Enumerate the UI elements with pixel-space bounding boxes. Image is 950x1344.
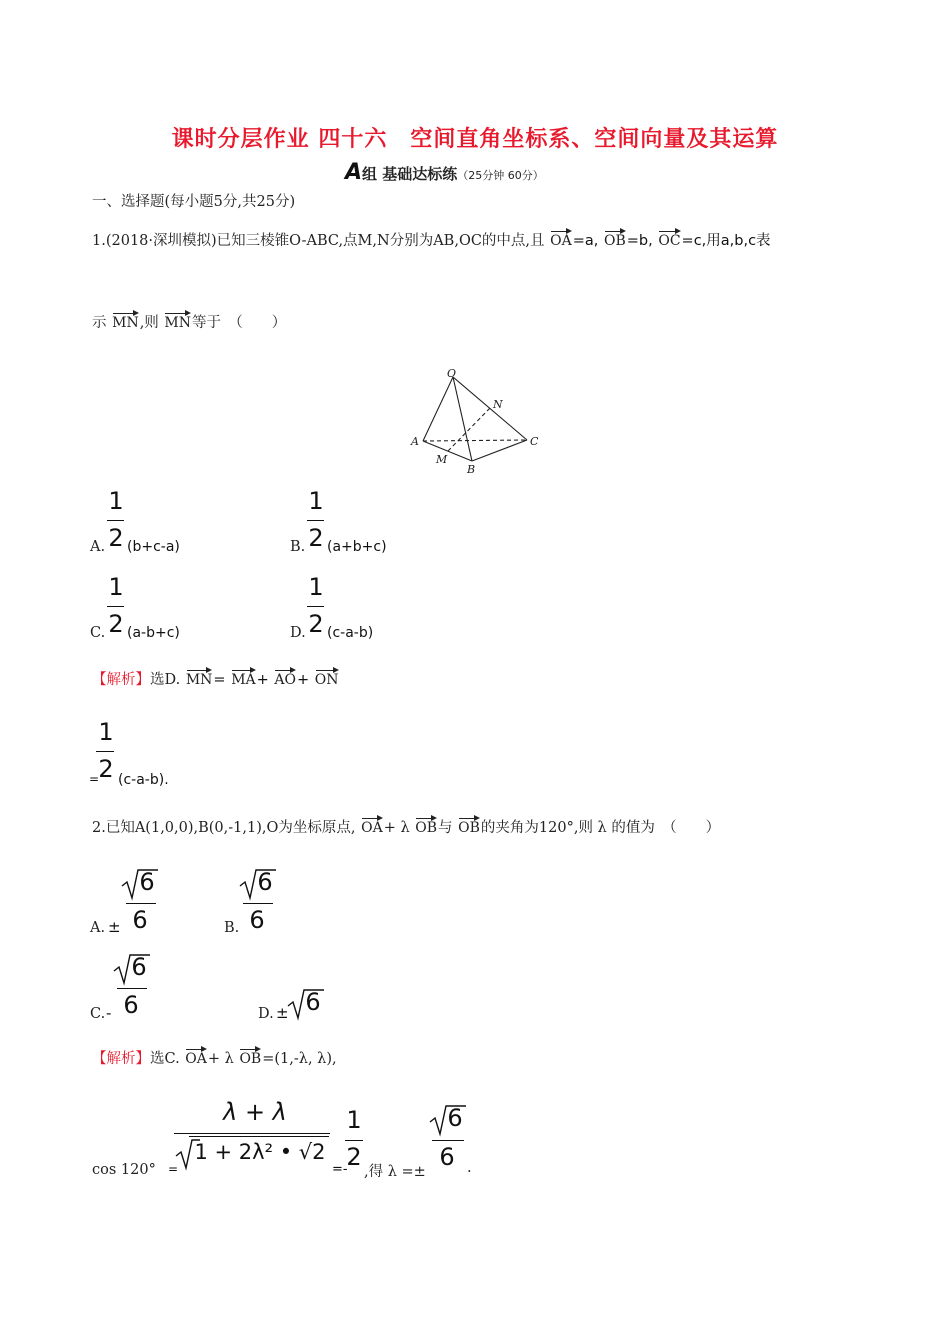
tetrahedron-diagram [405,365,555,480]
q1-sol-den: 2 [98,755,114,783]
q1-sol-eq: = [213,672,226,688]
q1-b-label: B. [290,539,306,555]
q1-a-num: 1 [108,487,124,515]
q1-eq-b: =b, [626,233,653,249]
q2-half-den: 2 [346,1143,362,1171]
segment-mn [448,408,490,451]
q2-frac-den: 1 + 2λ² • √2 [194,1140,326,1164]
q1-sol-vec-ma: MA [231,667,255,688]
q2-vec-ob-2: OB [458,815,480,836]
q2-suffix: 的夹角为120°,则 λ 的值为 （ ） [480,820,721,836]
label-m: M [436,453,448,466]
group-time: （25分钟 60分） [457,169,544,182]
q1-d-den: 2 [308,610,324,638]
edge-bc [472,440,527,461]
q2-b-label: B. [224,920,240,936]
q1-d-fracline [307,606,324,607]
q1-vec-mn: MN [112,310,139,331]
q2-frac-line [174,1133,330,1134]
q1-vec-ob: OB [604,228,626,249]
edge-ob [453,377,472,461]
q2-result: ,得 λ =± [364,1164,426,1180]
q2-solution-line [92,1046,337,1068]
q1-a-expr: (b+c-a) [127,539,180,555]
q2-cos-eq: = [168,1162,179,1176]
q1-a-den: 2 [108,524,124,552]
q1-sol-fracline [96,751,114,752]
q2-sol-plus: + λ [207,1051,234,1067]
q1-prefix: 1.(2018·深圳模拟)已知三棱锥O-ABC,点M,N分别为AB,OC的中点,且 [92,233,545,249]
q2-vec-oa: OA [361,815,383,836]
q2-mid: 与 [438,820,453,836]
edge-ab [423,441,472,461]
q2-b-fracline [243,903,273,904]
q1-b-expr: (a+b+c) [327,539,387,555]
edge-oa [423,377,453,441]
group-heading [345,160,544,185]
q1-eq-c: =c,用a,b,c表 [681,233,771,249]
q1-a-label: A. [90,539,106,555]
q1-b-num: 1 [308,487,324,515]
q2-half-line [345,1140,363,1141]
q2-c-sign: - [106,1004,112,1022]
q2-a-den: 6 [132,906,148,934]
label-n: N [493,398,503,411]
q2-vec-ob: OB [415,815,437,836]
q2-sol-vec-oa: OA [185,1046,207,1067]
q2-solution-tag: 【解析】 [92,1051,150,1067]
q1-stem-line2 [92,310,286,332]
q1-d-label: D. [290,625,306,641]
q2-a-num: 6 [139,868,155,896]
q1-c-fracline [107,606,124,607]
q1-vec-mn-2: MN [164,310,191,331]
q1-sol-num: 1 [98,718,114,746]
q2-plus: + λ [383,820,410,836]
q2-d-label: D. [258,1006,274,1022]
q1-eq-a: =a, [572,233,599,249]
q2-period: . [467,1160,472,1176]
q1-d-expr: (c-a-b) [327,625,374,641]
edge-ac-hidden [423,440,527,441]
q2-c-label: C. [90,1006,106,1022]
q1-b-fracline [307,520,324,521]
q2-cos-label: cos 120° [92,1162,156,1178]
label-o: O [447,367,457,380]
q2-solution-a: 选C. [150,1051,180,1067]
q2-a-label: A. [90,920,106,936]
q1-line2-c: 等于 （ ） [192,315,287,331]
page-title: 课时分层作业 四十六 空间直角坐标系、空间向量及其运算 [171,127,779,152]
q1-sol-plus1: + [256,672,269,688]
q1-solution-tag: 【解析】 [92,672,150,688]
q1-vec-oc: OC [658,228,680,249]
q2-sol-tail: =(1,-λ, λ), [262,1051,337,1067]
q1-solution-line [92,667,340,689]
q1-d-num: 1 [308,573,324,601]
q2-half-num: 1 [346,1106,362,1134]
q2-a-sign: ± [108,918,121,936]
q2-res-num: 6 [447,1104,463,1132]
q1-sol-plus2: + [297,672,310,688]
q1-c-label: C. [90,625,106,641]
q1-sol-vec-mn: MN [186,667,213,688]
label-a: A [411,435,419,448]
q2-frac-num: λ + λ [223,1098,287,1126]
q1-a-fracline [107,520,124,521]
q2-prefix: 2.已知A(1,0,0),B(0,-1,1),O为坐标原点, [92,820,356,836]
group-label: 组 基础达标练 [362,165,458,183]
q2-c-den: 6 [123,991,139,1019]
label-b: B [467,463,476,476]
section-heading: 一、选择题(每小题5分,共25分) [92,194,296,210]
q1-sol-vec-ao: AO [274,667,296,688]
q2-res-line [432,1140,464,1141]
q1-stem-line1 [92,228,771,250]
q2-b-den: 6 [249,906,265,934]
q1-c-num: 1 [108,573,124,601]
q2-d-num: 6 [305,988,321,1016]
q1-vec-oa: OA [550,228,572,249]
q1-sol-eq2: = [89,772,100,786]
q1-sol-end: (c-a-b). [118,772,169,788]
q1-line2-a: 示 [92,315,107,331]
q1-c-expr: (a-b+c) [127,625,180,641]
q2-sol-vec-ob: OB [239,1046,261,1067]
group-letter: A [345,160,363,185]
q1-solution-text: 选D. [150,672,181,688]
q1-sol-vec-on: ON [315,667,339,688]
q2-stem [92,815,720,837]
q2-eq-minus: =- [332,1162,348,1177]
q2-b-num: 6 [257,868,273,896]
q2-c-fracline [117,988,147,989]
q2-d-sign: ± [276,1004,289,1022]
q2-c-num: 6 [131,953,147,981]
q2-res-den: 6 [439,1143,455,1171]
label-c: C [530,435,539,448]
q2-a-fracline [126,903,156,904]
q1-b-den: 2 [308,524,324,552]
q1-line2-b: ,则 [139,315,159,331]
q1-c-den: 2 [108,610,124,638]
